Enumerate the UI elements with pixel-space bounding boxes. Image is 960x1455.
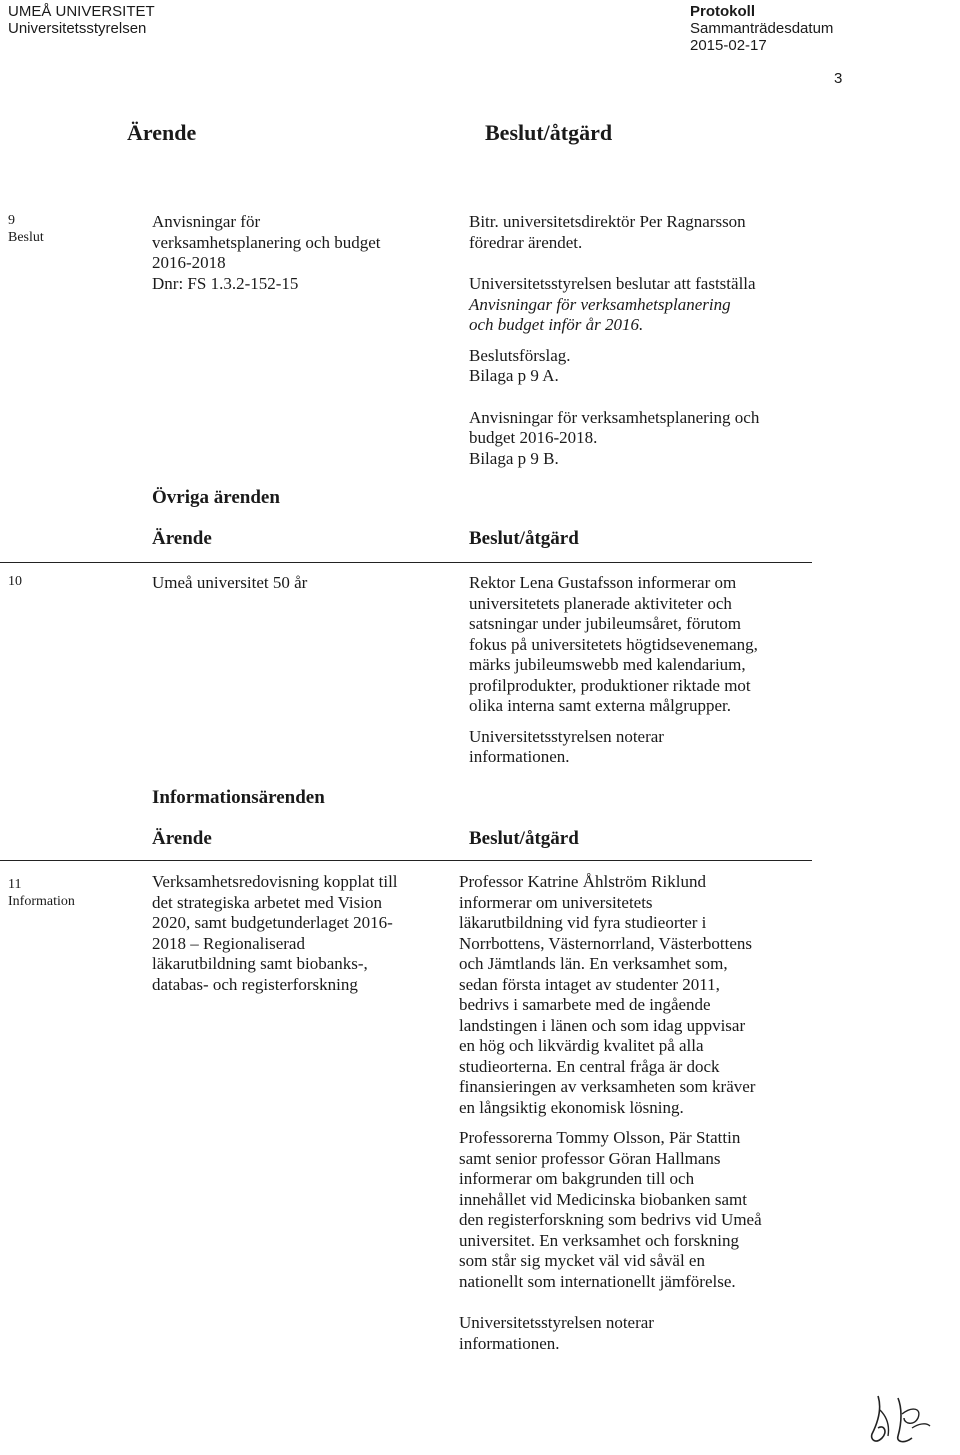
text-line: universitetets planerade aktiviteter och <box>469 593 732 613</box>
paragraph <box>459 1313 829 1354</box>
text-line: Bilaga p 9 A. <box>469 366 559 385</box>
paragraph <box>469 212 829 253</box>
text-line: Professorerna Tommy Olsson, Pär Stattin <box>459 1128 741 1147</box>
paragraph <box>469 573 829 717</box>
text-line: läkarutbildning vid fyra studieorter i <box>459 913 707 932</box>
text-line: Norrbottens, Västernorrland, Västerbottens <box>459 933 753 953</box>
text-line: finansieringen av verksamheten som kräver <box>459 1077 756 1096</box>
text-line: satsningar under jubileumsåret, förutom <box>469 614 741 633</box>
text-line: föredrar ärendet. <box>469 232 583 252</box>
item-10-number: 10 <box>8 574 22 589</box>
text-line: budget 2016-2018. <box>469 428 598 447</box>
text-line: Universitetsstyrelsen noterar <box>469 726 664 746</box>
page-number: 3 <box>834 70 843 87</box>
text-line: profilprodukter, produktioner riktade mot <box>469 675 751 695</box>
text-line: innehållet vid Medicinska biobanken samt <box>459 1189 747 1209</box>
item-number: 9 <box>8 213 15 228</box>
title-line: 2018 – Regionaliserad <box>152 933 305 953</box>
item-10-decision <box>469 573 829 768</box>
heading-beslut: Beslut/åtgärd <box>469 528 579 549</box>
text-line: och budget inför år 2016. <box>469 315 644 334</box>
heading-arende: Ärende <box>127 120 197 145</box>
text-line: studieorterna. En central fråga är dock <box>459 1056 720 1076</box>
text-line: den registerforskning som bedrivs vid Umeå <box>459 1210 762 1229</box>
org-header <box>8 3 155 37</box>
meta-header <box>690 3 833 54</box>
title-line: databas- och registerforskning <box>152 974 358 994</box>
org-name: UMEÅ UNIVERSITET <box>8 3 155 20</box>
paragraph <box>459 1128 829 1292</box>
text-line: som står sig mycket väl vid såväl en <box>459 1251 705 1270</box>
title-line: det strategiska arbetet med Vision <box>152 892 382 912</box>
meeting-date: 2015-02-17 <box>690 37 767 54</box>
text-line: bedrivs i samarbete med de ingående <box>459 995 711 1014</box>
item-11-title <box>152 872 452 995</box>
title-line: Verksamhetsredovisning kopplat till <box>152 872 398 891</box>
title-line: Anvisningar för <box>152 212 261 231</box>
heading-arende: Ärende <box>152 828 212 849</box>
paragraph <box>459 872 829 1118</box>
text-line: Anvisningar för verksamhetsplanering och <box>469 407 760 427</box>
item-11-decision <box>459 872 829 1354</box>
signature-initials <box>868 1388 940 1450</box>
text-line: informerar om bakgrunden till och <box>459 1169 695 1188</box>
item-10-title: Umeå universitet 50 år <box>152 573 308 592</box>
meeting-label: Sammanträdesdatum <box>690 20 834 37</box>
section-title-ovriga: Övriga ärenden <box>152 487 280 508</box>
item-9-decision <box>469 212 829 469</box>
text-line: Anvisningar för verksamhetsplanering <box>469 294 731 314</box>
title-line: läkarutbildning samt biobanks-, <box>152 954 368 973</box>
heading-arende: Ärende <box>152 528 212 549</box>
text-line: Bitr. universitetsdirektör Per Ragnarsson <box>469 212 746 231</box>
text-line: märks jubileumswebb med kalendarium, <box>469 655 746 674</box>
text-line: universitet. En verksamhet och forskning <box>459 1230 739 1250</box>
item-number: 11 <box>8 877 22 892</box>
text-line: Beslutsförslag. <box>469 345 571 365</box>
text-line: informationen. <box>469 747 570 766</box>
divider <box>0 562 812 563</box>
text-line: olika interna samt externa målgrupper. <box>469 696 731 715</box>
text-line: informerar om universitetets <box>459 892 653 912</box>
text-line: en långsiktig ekonomisk lösning. <box>459 1097 684 1117</box>
org-board: Universitetsstyrelsen <box>8 20 147 37</box>
heading-beslut: Beslut/åtgärd <box>485 120 613 145</box>
text-line: Professor Katrine Åhlström Riklund <box>459 872 706 891</box>
title-line: verksamhetsplanering och budget <box>152 232 381 252</box>
section-title-information: Informationsärenden <box>152 787 325 808</box>
text-line: Universitetsstyrelsen beslutar att fastställa <box>469 274 756 293</box>
text-line: Bilaga p 9 B. <box>469 448 559 468</box>
item-type: Information <box>8 894 75 909</box>
item-11-marker <box>8 876 75 910</box>
text-line: och Jämtlands län. En verksamhet som, <box>459 954 728 973</box>
text-line: landstingen i länen och som idag uppvisar <box>459 1015 746 1035</box>
text-line: nationellt som internationellt jämförelse. <box>459 1271 736 1291</box>
text-line: Rektor Lena Gustafsson informerar om <box>469 573 737 592</box>
paragraph <box>469 408 829 470</box>
paragraph <box>469 274 829 336</box>
text-line: sedan första intaget av studenter 2011, <box>459 974 720 994</box>
heading-beslut: Beslut/åtgärd <box>469 828 579 849</box>
paragraph <box>469 346 829 387</box>
title-line: 2016-2018 <box>152 253 226 272</box>
title-line: Dnr: FS 1.3.2-152-15 <box>152 273 299 293</box>
paragraph <box>469 727 829 768</box>
text-line: Universitetsstyrelsen noterar <box>459 1313 654 1332</box>
text-line: informationen. <box>459 1333 560 1353</box>
text-line: fokus på universitetets högtidsevenemang, <box>469 634 758 654</box>
doc-type: Protokoll <box>690 3 756 20</box>
text-line: samt senior professor Göran Hallmans <box>459 1148 721 1168</box>
item-type: Beslut <box>8 230 44 245</box>
item-9-title <box>152 212 381 294</box>
title-line: 2020, samt budgetunderlaget 2016- <box>152 913 393 932</box>
item-9-marker <box>8 212 44 246</box>
text-line: en hög och likvärdig kvalitet på alla <box>459 1036 704 1055</box>
divider <box>0 860 812 861</box>
